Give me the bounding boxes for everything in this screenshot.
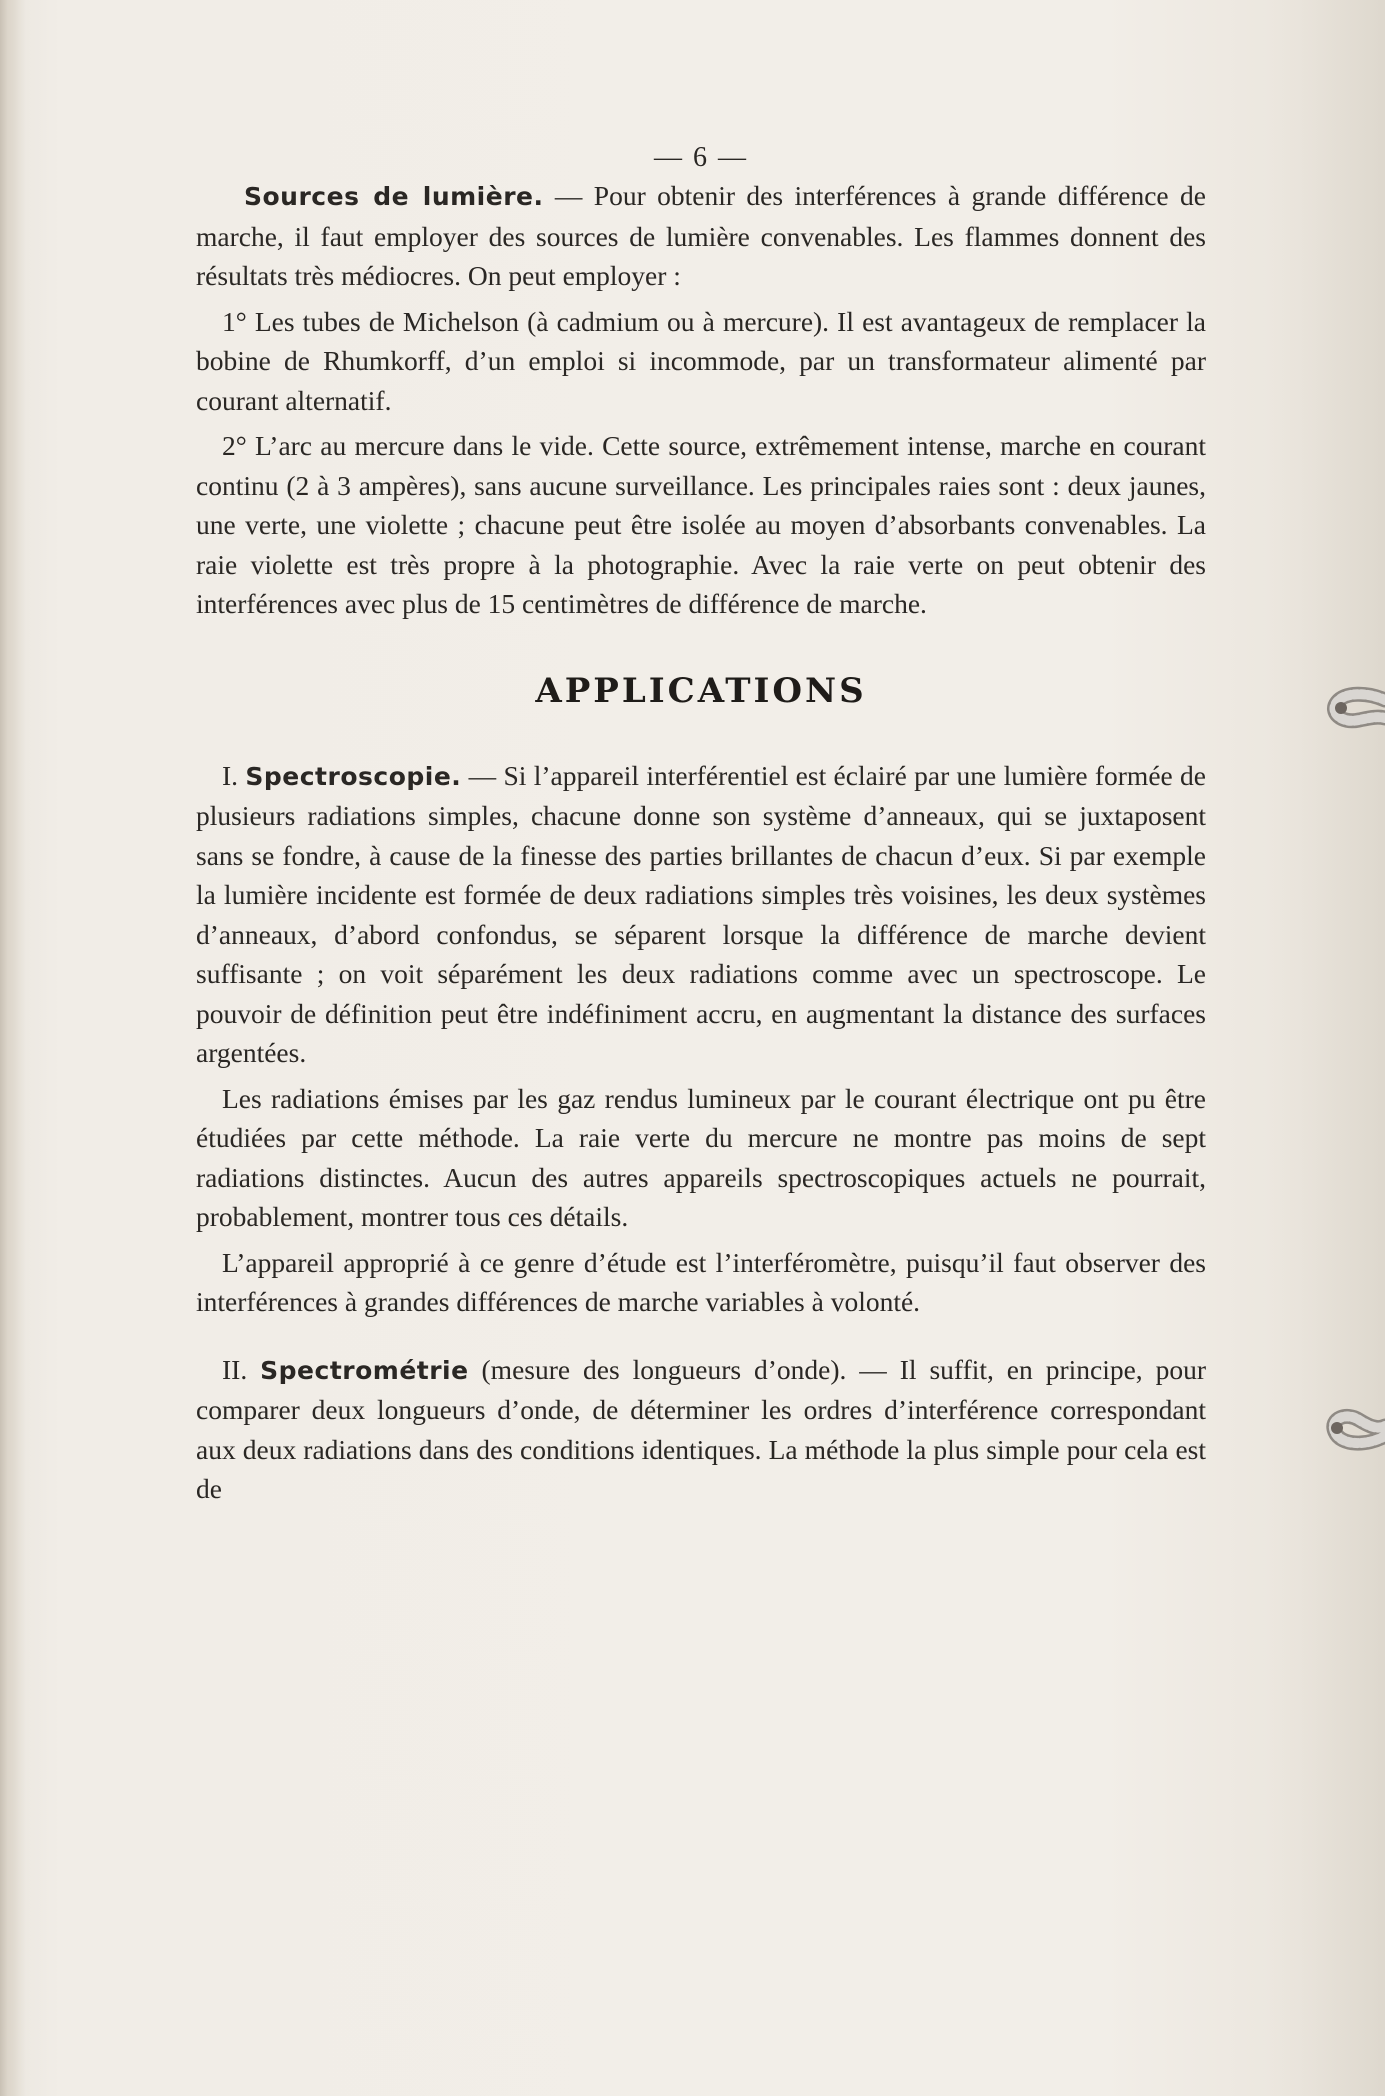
- paragraph-gap: [196, 1328, 1206, 1350]
- binding-cord-icon: [1307, 1396, 1385, 1466]
- sources-item-1: 1° Les tubes de Michelson (à cadmium ou à mercure). Il est avantageux de remplacer la bobine de Rhumkorff, d’un emploi si incommode, par un transformateur alimenté par courant alternatif.: [196, 305, 1206, 416]
- spectroscopie-number: I.: [222, 759, 239, 791]
- sources-item-2: 2° L’arc au mercure dans le vide. Cette source, extrêmement intense, marche en courant continu (2 à 3 ampères), sans aucune surveillance. Les principales raies sont : deux jaunes, une verte, une violette ; chacune peut être isolée au moyen d’absorbants convenables. La raie violette est très propre à la photographie. Avec la raie verte on peut obtenir des interférences avec plus de 15 centimètres de différence de marche.: [196, 430, 1206, 619]
- spectroscopie-text: — Si l’appareil interférentiel est éclairé par une lumière formée de plusieurs radiations simples, chacune donne son système d’anneaux, qui se juxtaposent sans se fondre, à cause de la finesse des parties brillantes de chacun d’eux. Si par exemple la lumière incidente est formée de deux radiations simples très voisines, les deux systèmes d’anneaux, d’abord confondus, se séparent lorsque la différence de marche devient suffisante ; on voit séparément les deux radiations comme avec un spectroscope. Le pouvoir de définition peut être indéfiniment accru, en augmentant la distance des surfaces argentées.: [196, 759, 1207, 1068]
- binding-cord-icon: [1307, 672, 1385, 742]
- sources-heading: Sources de lumière.: [244, 182, 544, 211]
- spectroscopie-heading: Spectroscopie.: [245, 761, 462, 791]
- spectrometrie-number: II.: [222, 1353, 248, 1385]
- sources-paragraph: [196, 176, 1206, 296]
- spectrometrie-text: (mesure des longueurs d’onde). — Il suffit, en principe, pour comparer deux longueurs d’onde, de déterminer les ordres d’interférence correspondant aux deux radiations dans des conditions identiques. La méthode la plus simple pour cela est de: [196, 1353, 1206, 1504]
- page-left-edge: [0, 0, 26, 2096]
- page-right-shade: [1265, 0, 1385, 2096]
- page-number: — 6 —: [654, 142, 748, 173]
- spectrometrie-paragraph-1: [196, 1350, 1206, 1509]
- spectroscopie-paragraph-2: Les radiations émises par les gaz rendus lumineux par le courant électrique ont pu être étudiées par cette méthode. La raie verte du mercure ne montre pas moins de sept radiations distinctes. Aucun des autres appareils spectroscopiques actuels ne pourrait, probablement, montrer tous ces détails.: [196, 1082, 1206, 1232]
- spectrometrie-heading: Spectrométrie: [260, 1355, 469, 1385]
- spectroscopie-paragraph-1: [196, 756, 1206, 1073]
- page-text: [196, 138, 1206, 1515]
- section-title: APPLICATIONS: [535, 670, 867, 711]
- spectroscopie-paragraph-3: L’appareil approprié à ce genre d’étude est l’interféromètre, puisqu’il faut observer des interférences à grandes différences de marche variables à volonté.: [196, 1246, 1206, 1317]
- sources-intro: — Pour obtenir des interférences à grande différence de marche, il faut employer des sources de lumière convenables. Les flammes donnent des résultats très médiocres. On peut employer :: [196, 180, 1206, 291]
